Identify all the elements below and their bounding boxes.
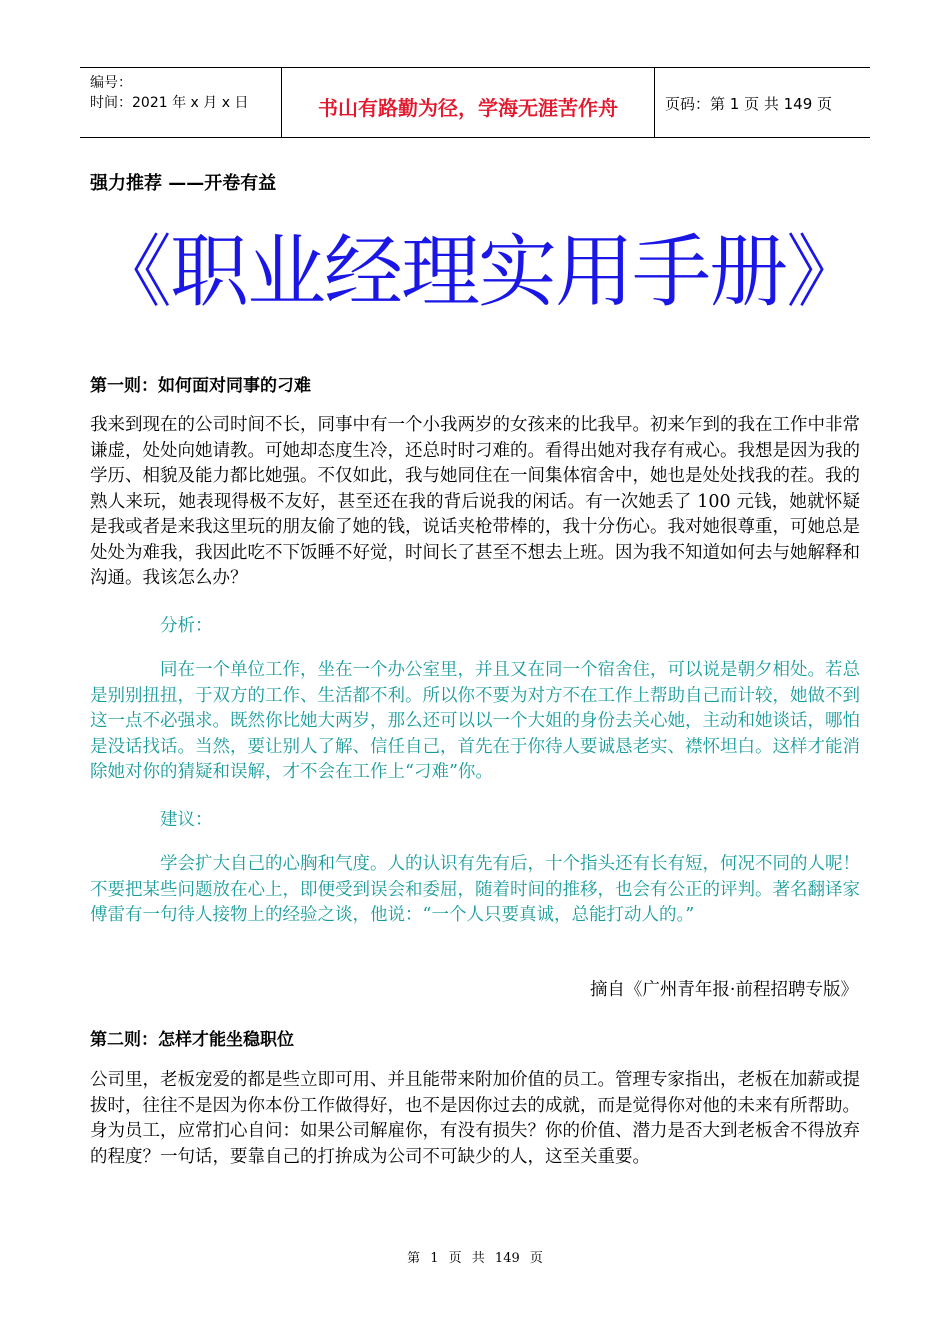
section2-heading: 第二则：怎样才能坐稳职位: [90, 1030, 294, 1050]
page-footer: 第 1 页 共 149 页: [407, 1251, 543, 1266]
header-page-cell: [655, 68, 870, 137]
header-motto-cell: [282, 68, 655, 137]
analysis-text: 同在一个单位工作，坐在一个办公室里，并且又在同一个宿舍住，可以说是朝夕相处。若总是别别扭扭，于双方的工作、生活都不利。所以你不要为对方不在工作上帮助自己而计较，她做不到这一点不必强求。既然你比她大两岁，那么还可以以一个大姐的身份去关心她，主动和她谈话，哪怕是没话找话。当然，要让别人了解、信任自己，首先在于你待人要诚恳老实、襟怀坦白。这样才能消除她对你的猜疑和误解，才不会在工作上“刁难”你。: [90, 660, 860, 782]
page-title: 《职业经理实用手册》: [93, 226, 863, 318]
section1-question: 我来到现在的公司时间不长，同事中有一个小我两岁的女孩来的比我早。初来乍到的我在工作中非常谦虚，处处向她请教。可她却态度生冷，还总时时刁难的。看得出她对我存有戒心。我想是因为我的学历、相貌及能力都比她强。不仅如此，我与她同住在一间集体宿舍中，她也是处处找我的茬。我的熟人来玩，她表现得极不友好，甚至还在我的背后说我的闲话。有一次她丢了 100 元钱，她就怀疑是我或者是来我这里玩的朋友偷了她的钱，说话夹枪带棒的，我十分伤心。我对她很尊重，可她总是处处为难我，我因此吃不下饭睡不好觉，时间长了甚至不想去上班。因为我不知道如何去与她解释和沟通。我该怎么办？: [90, 415, 860, 588]
advice-text: 学会扩大自己的心胸和气度。人的认识有先有后，十个指头还有长有短，何况不同的人呢！不要把某些问题放在心上，即便受到误会和委屈，随着时间的推移，也会有公正的评判。著名翻译家傅雷有一句待人接物上的经验之谈，他说：“一个人只要真诚，总能打动人的。”: [90, 854, 860, 925]
motto: 书山有路勤为径，学海无涯苦作舟: [318, 96, 618, 120]
document-header: [80, 67, 870, 138]
number-label: 编号：: [90, 75, 132, 91]
date-label: 时间：2021 年 x 月 x 日: [90, 95, 249, 111]
advice-label: 建议：: [160, 810, 213, 830]
source-citation: 摘自《广州青年报·前程招聘专版》: [589, 980, 858, 1000]
header-info-cell: [80, 68, 282, 137]
page-info: 页码：第 1 页 共 149 页: [665, 95, 833, 113]
analysis-label: 分析：: [160, 616, 213, 636]
section2-body: 公司里，老板宠爱的都是些立即可用、并且能带来附加价值的员工。管理专家指出，老板在加薪或提拔时，往往不是因为你本份工作做得好，也不是因你过去的成就，而是觉得你对他的未来有所帮助。身为员工，应常扪心自问：如果公司解雇你，有没有损失？你的价值、潜力是否大到老板舍不得放弃的程度？一句话，要靠自己的打拚成为公司不可缺少的人，这至关重要。: [90, 1070, 860, 1167]
recommend-line: 强力推荐 ——开卷有益: [90, 173, 277, 194]
section1-heading: 第一则：如何面对同事的刁难: [90, 376, 311, 396]
